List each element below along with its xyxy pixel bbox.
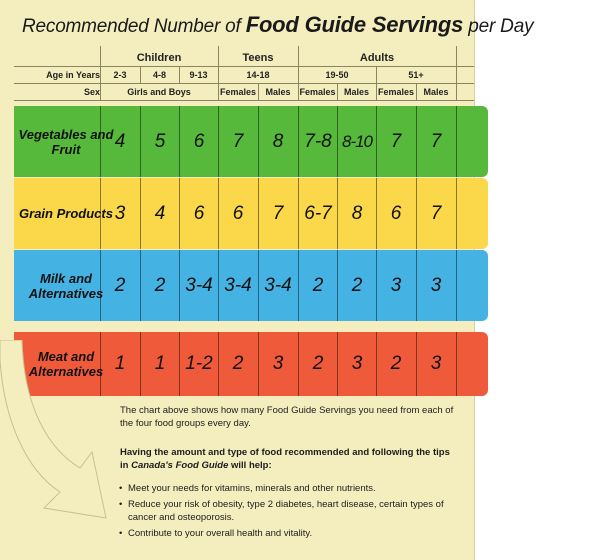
- header-vrule: [218, 46, 219, 100]
- row-label-grain-products: Grain Products: [19, 206, 113, 221]
- age-19-50: 19-50: [325, 70, 349, 80]
- age-label: Age in Years: [46, 70, 100, 80]
- serving-cell: 7: [430, 202, 442, 224]
- column-divider: [456, 332, 457, 396]
- header-vrule: [298, 46, 299, 100]
- serving-cell: 7: [272, 202, 284, 224]
- title-prefix: Recommended Number of: [22, 16, 246, 37]
- note-p2-start: Having the amount and type of food recommended and following the tips in: [120, 447, 450, 471]
- serving-cell: 5: [154, 130, 166, 152]
- serving-cell: 4: [154, 202, 166, 224]
- header-group-teens: Teens: [242, 52, 274, 64]
- note-paragraph-2: [120, 446, 460, 472]
- sex-adult-51-males: Males: [423, 87, 449, 97]
- header-vrule: [376, 66, 377, 100]
- note-bullets: [108, 482, 468, 543]
- serving-cell: 3-4: [224, 274, 252, 296]
- header-rule-3: [14, 100, 474, 101]
- age-9-13: 9-13: [189, 70, 208, 80]
- serving-cell: 2: [351, 274, 363, 296]
- serving-cell: 7: [232, 130, 244, 152]
- sex-adult-19-50-males: Males: [343, 87, 369, 97]
- header-vrule: [179, 66, 180, 83]
- serving-cell: 3: [114, 202, 126, 224]
- row-label-vegetables-and-fruit: Vegetables and Fruit: [18, 126, 114, 157]
- serving-cell: 6-7: [304, 202, 332, 224]
- column-divider: [456, 250, 457, 321]
- serving-cell: 8: [272, 130, 284, 152]
- serving-cell: 2: [154, 274, 166, 296]
- page-title: [22, 12, 534, 42]
- serving-cell: 3: [430, 353, 442, 374]
- serving-cell: 2: [232, 353, 244, 374]
- age-4-8: 4-8: [152, 70, 166, 80]
- row-label-meat-and-alternatives: Meat and Alternatives: [28, 349, 104, 379]
- row-label-milk-and-alternatives: Milk and Alternatives: [28, 270, 104, 301]
- serving-cell: 3-4: [185, 274, 213, 296]
- note-bullet: • Contribute to your overall health and vitality.: [128, 527, 468, 540]
- title-suffix: per Day: [463, 16, 534, 37]
- header-rule-2: [14, 83, 474, 84]
- serving-cell: 3: [272, 353, 284, 374]
- age-14-18: 14-18: [246, 70, 270, 80]
- note-bullet: • Meet your needs for vitamins, minerals and other nutrients.: [128, 482, 468, 495]
- note-p2-end: will help:: [228, 460, 272, 471]
- header-vrule: [140, 66, 141, 83]
- serving-cell: 3: [390, 274, 402, 296]
- serving-cell: 8-10: [341, 131, 373, 151]
- sex-adult-19-50-females: Females: [299, 87, 336, 97]
- header-vrule: [258, 83, 259, 100]
- column-divider: [456, 178, 457, 249]
- info-note: [108, 396, 470, 560]
- serving-cell: 6: [193, 130, 205, 152]
- header-group-adults: Adults: [359, 52, 395, 64]
- note-paragraph-1: The chart above shows how many Food Guide Servings you need from each of the four food groups every day.: [120, 405, 454, 429]
- sex-teen-males: Males: [265, 87, 291, 97]
- header-vrule: [337, 83, 338, 100]
- sex-adult-51-females: Females: [377, 87, 415, 97]
- serving-cell: 3: [430, 274, 442, 296]
- serving-cell: 3-4: [264, 274, 292, 296]
- serving-cell: 6: [193, 202, 205, 224]
- column-divider: [456, 106, 457, 177]
- curved-arrow-icon: [0, 340, 120, 540]
- serving-cell: 2: [312, 274, 324, 296]
- serving-cell: 7: [390, 130, 402, 152]
- serving-cell: 6: [390, 202, 402, 224]
- serving-cell: 3: [351, 353, 363, 374]
- serving-cell: 4: [114, 130, 126, 152]
- note-p2-italic: Canada's Food Guide: [131, 460, 229, 471]
- serving-cell: 1-2: [185, 353, 213, 374]
- serving-cell: 2: [114, 274, 126, 296]
- age-51-plus: 51+: [408, 70, 424, 80]
- sex-teen-females: Females: [219, 87, 257, 97]
- note-bullet: • Reduce your risk of obesity, type 2 diabetes, heart disease, certain types of cancer and osteoporosis.: [128, 498, 468, 524]
- sex-girls-and-boys: Girls and Boys: [127, 87, 191, 97]
- serving-cell: 7-8: [304, 130, 332, 152]
- header-vrule: [456, 46, 457, 100]
- serving-cell: 2: [312, 353, 324, 374]
- serving-cell: 1: [154, 353, 166, 374]
- header-vrule: [100, 46, 101, 100]
- serving-cell: 8: [351, 202, 363, 224]
- header-rule-1: [14, 66, 474, 67]
- title-emphasis: Food Guide Servings: [245, 12, 464, 37]
- serving-cell: 7: [430, 130, 442, 152]
- serving-cell: 6: [232, 202, 244, 224]
- header-group-children: Children: [136, 52, 182, 64]
- serving-cell: 1: [114, 353, 126, 374]
- serving-cell: 2: [390, 353, 402, 374]
- age-2-3: 2-3: [113, 70, 127, 80]
- header-vrule: [416, 83, 417, 100]
- sex-label: Sex: [83, 87, 100, 97]
